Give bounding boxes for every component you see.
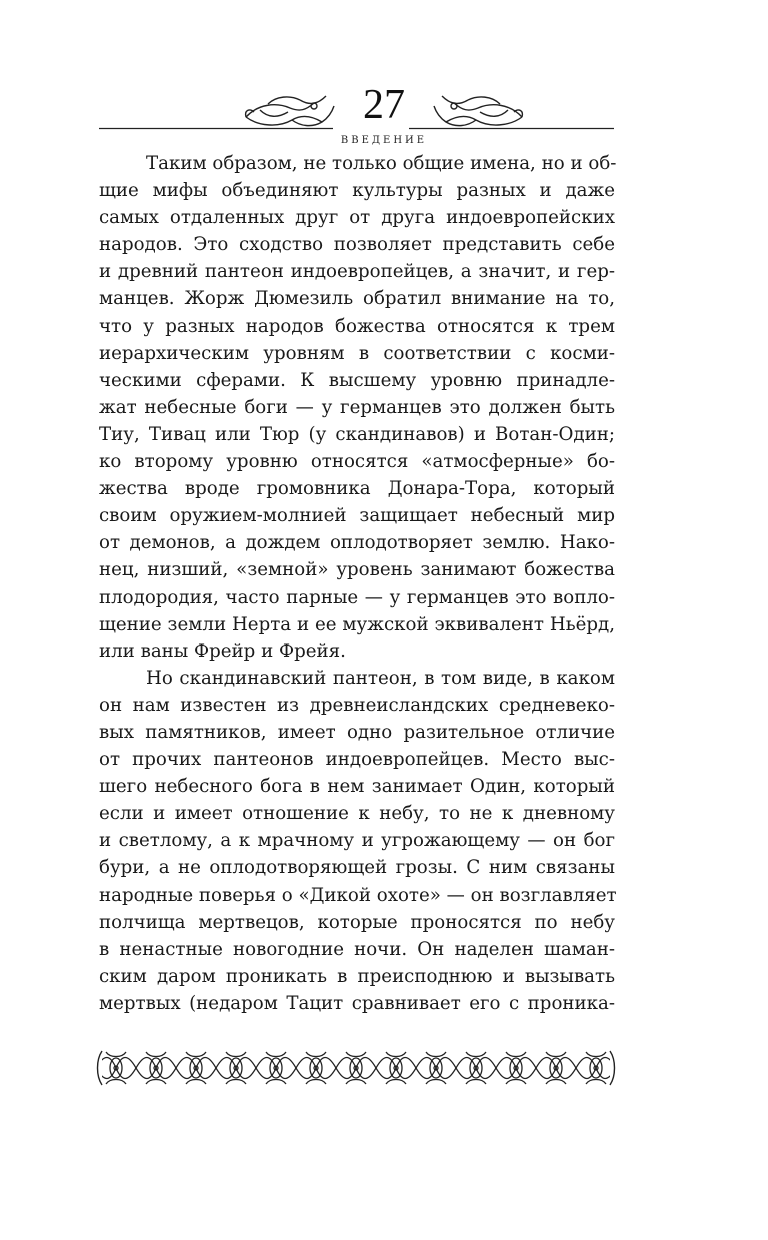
text-line: манцев. Жорж Дюмезиль обратил внимание на то,: [99, 288, 615, 310]
text-line: он нам известен из древнеисландских средневеко-: [99, 694, 615, 716]
text-line: самых отдаленных друг от друга индоевропейских: [99, 207, 615, 229]
text-line: мертвых (недаром Тацит сравнивает его с проника-: [99, 992, 615, 1014]
page-header: [0, 0, 768, 150]
text-line: от прочих пантеонов индоевропейцев. Место выс-: [99, 749, 615, 771]
text-line: если и имеет отношение к небу, то не к дневному: [99, 803, 615, 825]
text-line: шего небесного бога в нем занимает Один, который: [99, 776, 615, 798]
text-line: полчища мертвецов, которые проносятся по небу: [99, 911, 615, 933]
body-text: [99, 150, 615, 1017]
text-line: ским даром проникать в преисподнюю и вызывать: [99, 965, 615, 987]
footer-ornament-pattern: [102, 1051, 610, 1085]
text-line: народов. Это сходство позволяет представить себе: [99, 234, 615, 256]
text-line: жества вроде громовника Донара-Тора, который: [99, 478, 615, 500]
text-line: вых памятников, имеет одно разительное отличие: [99, 721, 615, 743]
text-line: Тиу, Тивац или Тюр (у скандинавов) и Вотан-Один;: [99, 423, 615, 445]
text-line: в ненастные новогодние ночи. Он наделен шаман-: [99, 938, 615, 960]
footer-ornament-band: [96, 1048, 616, 1088]
text-line: ко второму уровню относятся «атмосферные» бо-: [99, 451, 615, 473]
text-line: народные поверья о «Дикой охоте» — он возглавляет: [99, 884, 617, 906]
text-line: жат небесные боги — у германцев это должен быть: [99, 396, 615, 418]
text-line: щение земли Нерта и ее мужской эквивалент Ньёрд,: [99, 613, 615, 635]
text-line: плодородия, часто парные — у германцев это вопло-: [99, 586, 615, 608]
text-line: и светлому, а к мрачному и угрожающему — он бог: [99, 830, 615, 852]
text-line: ческими сферами. К высшему уровню принадле-: [99, 369, 615, 391]
text-line: своим оружием-молнией защищает небесный мир: [99, 505, 615, 527]
footer-ornament-left-cap: [98, 1051, 103, 1085]
text-line: или ваны Фрейр и Фрейя.: [99, 640, 346, 662]
page-number: 27: [363, 82, 405, 128]
text-line: Но скандинавский пантеон, в том виде, в каком: [146, 667, 615, 689]
text-line: от демонов, а дождем оплодотворяет землю. Нако-: [99, 532, 615, 554]
running-head: ВВЕДЕНИЕ: [340, 135, 428, 146]
paragraph: [99, 150, 615, 665]
text-line: щие мифы объединяют культуры разных и даже: [99, 180, 615, 202]
footer-ornament-right-cap: [610, 1051, 615, 1085]
text-line: Таким образом, не только общие имена, но и об-: [146, 153, 617, 174]
text-line: что у разных народов божества относятся к трем: [99, 315, 615, 337]
text-line: и древний пантеон индоевропейцев, а значит, и гер-: [99, 261, 615, 283]
text-line: нец, низший, «земной» уровень занимают божества: [99, 559, 615, 581]
text-line: иерархическим уровням в соответствии с косми-: [99, 342, 615, 364]
paragraph: [99, 665, 615, 1017]
text-line: бури, а не оплодотворяющей грозы. С ним связаны: [99, 857, 615, 879]
